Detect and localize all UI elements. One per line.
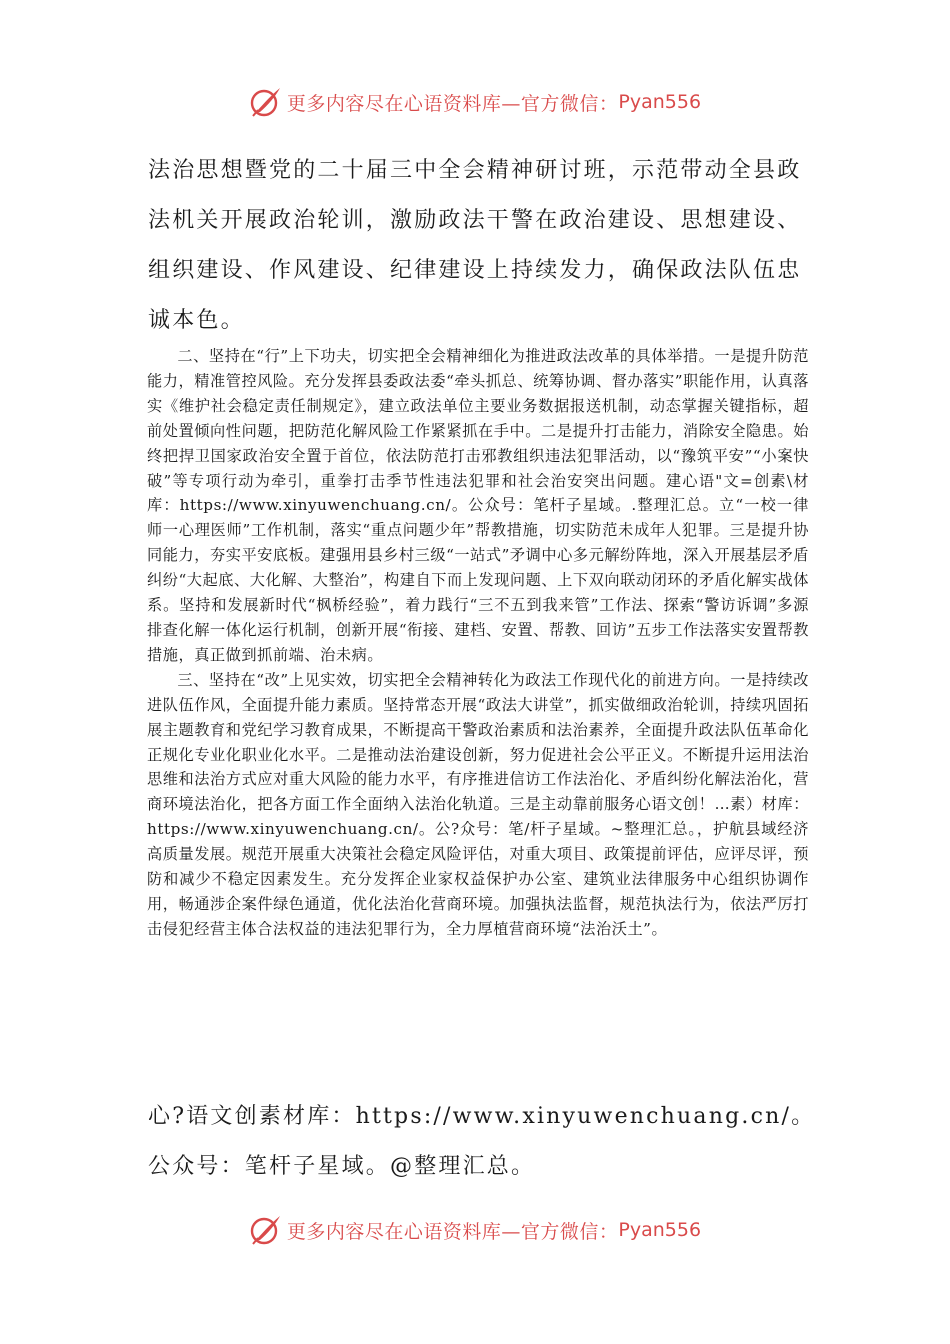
quill-logo-icon	[249, 85, 283, 119]
footer-banner	[0, 1208, 950, 1252]
paragraph-section-3: 三、坚持在“改”上见实效，切实把全会精神转化为政法工作现代化的前进方向。一是持续改进队伍作风，全面提升能力素质。坚持常态开展“政法大讲堂”，抓实做细政治轮训，持续巩固拓展主题教育和党纪学习教育成果，不断提高干警政治素质和法治素养，全面提升政法队伍革命化正规化专业化职业化水平。二是推动法治建设创新，努力促进社会公平正义。不断提升运用法治思维和法治方式应对重大风险的能力水平，有序推进信访工作法治化、矛盾纠纷化解法治化，营商环境法治化，把各方面工作全面纳入法治化轨道。三是主动靠前服务心语文创！…素）材库：https://www.xinyuwenchuang.cn/。公?众号：笔/杆子星域。~整理汇总。，护航县域经济高质量发展。规范开展重大决策社会稳定风险评估，对重大项目、政策提前评估，应评尽评，预防和减少不稳定因素发生。充分发挥企业家权益保护办公室、建筑业法律服务中心组织协调作用，畅通涉企案件绿色通道，优化法治化营商环境。加强执法监督，规范执法行为，依法严厉打击侵犯经营主体合法权益的违法犯罪行为，全力厚植营商环境“法治沃土”。	[147, 670, 809, 938]
document-body	[147, 344, 809, 942]
header-banner	[0, 80, 950, 124]
top-paragraph: 法治思想暨党的二十届三中全会精神研讨班，示范带动全县政法机关开展政治轮训，激励政法干警在政治建设、思想建设、组织建设、作风建设、纪律建设上持续发力，确保政法队伍忠诚本色。	[148, 158, 802, 333]
banner-wechat-id: Pyan556	[618, 1219, 702, 1241]
banner-text: 更多内容尽在心语资料库—官方微信：	[286, 1220, 619, 1243]
quill-logo-icon	[249, 1213, 283, 1247]
paragraph-section-2: 二、坚持在“行”上下功夫，切实把全会精神细化为推进政法改革的具体举措。一是提升防范能力，精准管控风险。充分发挥县委政法委“牵头抓总、统筹协调、督办落实”职能作用，认真落实《维护社会稳定责任制规定》，建立政法单位主要业务数据报送机制，动态掌握关键指标，超前处置倾向性问题，把防范化解风险工作紧紧抓在手中。二是提升打击能力，消除安全隐患。始终把捍卫国家政治安全置于首位，依法防范打击邪教组织违法犯罪活动，以“豫筑平安”“小案快破”等专项行动为牵引，重拳打击季节性违法犯罪和社会治安突出问题。建心语"文=创素\材库：https://www.xinyuwenchuang.cn/。公众号：笔杆子星域。.整理汇总。立“一校一律师一心理医师”工作机制，落实“重点问题少年”帮教措施，切实防范未成年人犯罪。三是提升协同能力，夯实平安底板。建强用县乡村三级“一站式”矛调中心多元解纷阵地，深入开展基层矛盾纠纷“大起底、大化解、大整治”，构建自下而上发现问题、上下双向联动闭环的矛盾化解实战体系。坚持和发展新时代“枫桥经验”，着力践行“三不五到我来管”工作法、探索“警访诉调”多源排查化解一体化运行机制，创新开展“衔接、建档、安置、帮教、回访”五步工作法落实安置帮教措施，真正做到抓前端、治未病。	[147, 347, 809, 664]
banner-text: 更多内容尽在心语资料库—官方微信：	[286, 92, 619, 115]
bottom-paragraph: 心?语文创素材库：https://www.xinyuwenchuang.cn/。公众号：笔杆子星域。@整理汇总。	[148, 1104, 816, 1179]
banner-wechat-id: Pyan556	[618, 91, 702, 113]
